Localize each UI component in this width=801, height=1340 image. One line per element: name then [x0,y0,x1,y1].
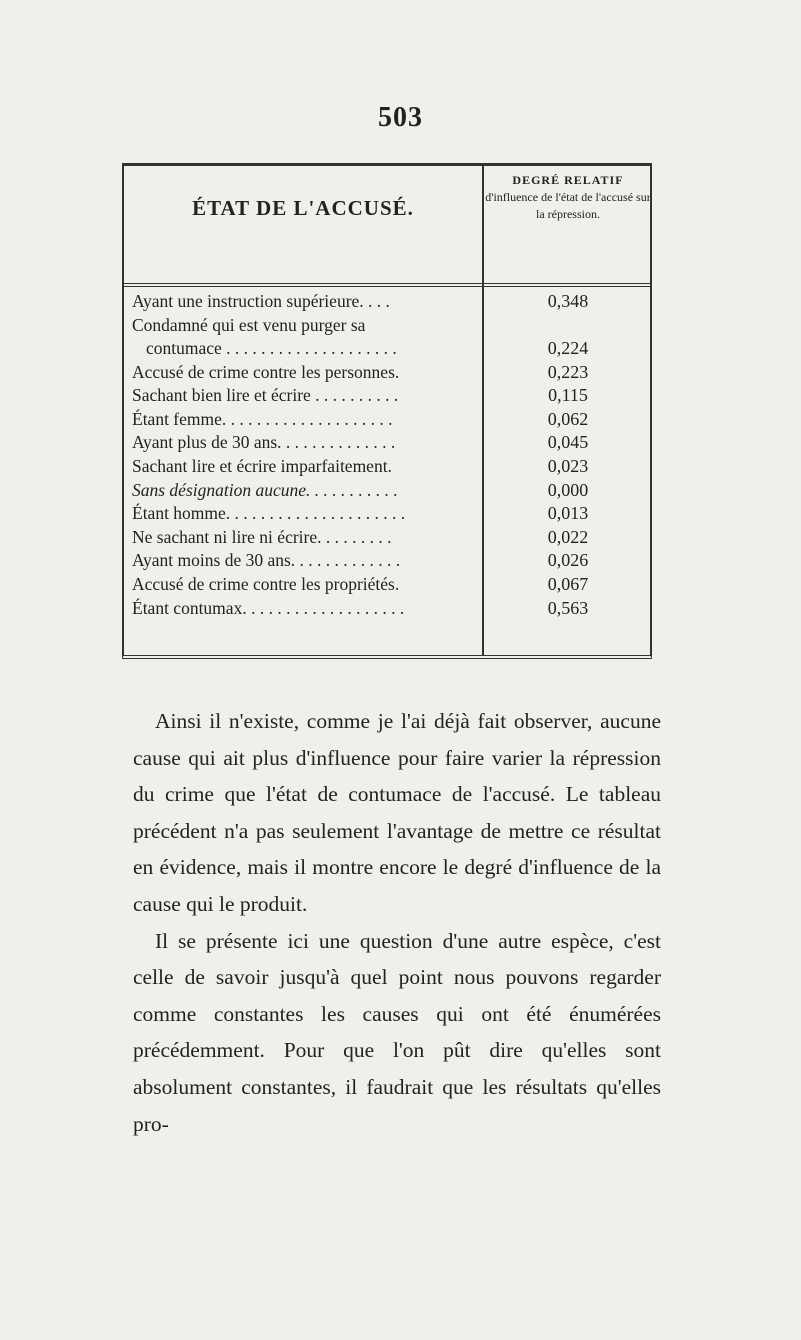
row-label-line2: contumace . . . . . . . . . . . . . . . . . . . . [146,338,397,359]
row-label: Étant femme. . . . . . . . . . . . . . . . . . . . [132,408,393,429]
row-value: 0,000 [547,479,589,500]
body-text [133,703,661,1142]
row-value: 0,045 [547,432,589,453]
row-label: Sans désignation aucune. . . . . . . . . . . [132,479,398,500]
row-label: Accusé de crime contre les propriétés. [132,573,400,594]
paragraph: Ainsi il n'existe, comme je l'ai déjà fait observer, aucune cause qui ait plus d'influence pour faire varier la répression du crime que l'état de contumace de l'accusé. Le tableau précédent n'a pas seulement l'avantage de mettre ce résultat en évidence, mais il montre encore le degré d'influence de la cause qui le produit. [133,709,661,916]
row-label: Sachant lire et écrire imparfaitement. [132,455,392,476]
row-label: Ayant plus de 30 ans. . . . . . . . . . . . . . [132,432,396,453]
table-row [124,526,650,550]
table-row [124,314,650,361]
degree-header-subtitle: d'influence de l'état de l'accusé sur la répression. [485,190,651,221]
page-number: 503 [378,102,423,133]
degree-header-title: DEGRÉ RELATIF [512,173,624,187]
row-value: 0,348 [547,291,589,311]
row-label: Ne sachant ni lire ni écrire. . . . . . . . . [132,526,392,547]
table-row [124,361,650,385]
table-row [124,502,650,526]
paragraph: Il se présente ici une question d'une autre espèce, c'est celle de savoir jusqu'à quel point nous pouvons regarder comme constantes les causes qui ont été énumérées précédemment. Pour que l'on pût dire qu'elles sont absolument constantes, il faudrait que les résultats qu'elles pro- [133,928,661,1136]
row-value: 0,224 [547,338,589,359]
row-value: 0,026 [547,550,589,571]
table-row [124,549,650,573]
row-label: Ayant une instruction supérieure. . . . [132,291,390,311]
row-label: Sachant bien lire et écrire . . . . . . . . . . [132,385,399,406]
table-row [124,431,650,455]
row-value: 0,067 [547,573,589,594]
row-value: 0,223 [547,361,589,382]
row-value: 0,563 [547,597,589,618]
table-row [124,597,650,621]
table-row [124,290,650,314]
table-row [124,479,650,503]
degree-column-header [484,172,652,223]
row-value: 0,062 [547,408,589,429]
header-rule [124,283,650,287]
row-label: Accusé de crime contre les personnes. [132,361,400,382]
table-row [124,455,650,479]
table-row [124,384,650,408]
row-label-line1: Condamné qui est venu purger sa [132,314,366,335]
row-value: 0,022 [547,526,589,547]
table-body [124,290,650,620]
table-row [124,573,650,597]
row-value: 0,013 [547,503,589,524]
row-label: Ayant moins de 30 ans. . . . . . . . . . . . . [132,550,401,571]
state-column-header: ÉTAT DE L'ACCUSÉ. [192,196,414,220]
influence-table [122,163,652,659]
row-label [132,314,476,361]
row-value: 0,023 [547,455,589,476]
row-value: 0,115 [548,385,588,406]
row-label: Étant homme. . . . . . . . . . . . . . . . . . . . . [132,503,406,524]
table-row [124,408,650,432]
row-label: Étant contumax. . . . . . . . . . . . . . . . . . . [132,597,405,618]
